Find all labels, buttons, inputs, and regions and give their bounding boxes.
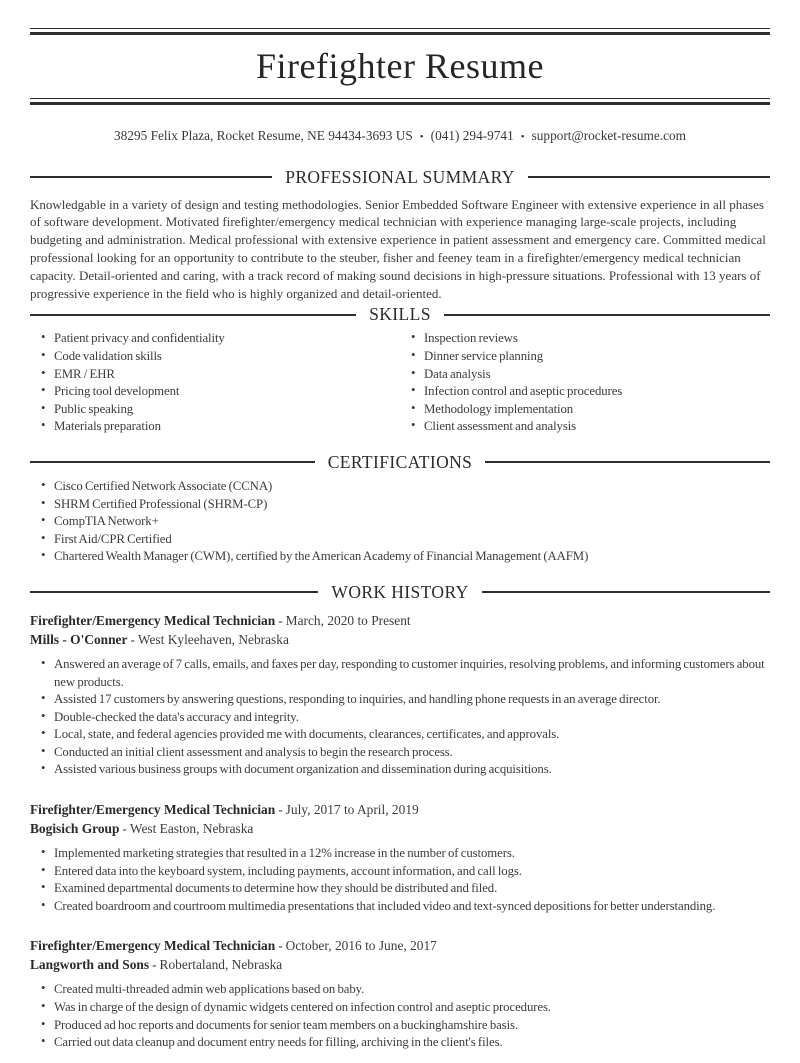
job-location: West Easton, Nebraska — [129, 821, 254, 837]
contact-separator: • — [520, 130, 525, 143]
job-company-separator: - — [122, 821, 127, 837]
certifications-section-header — [30, 452, 770, 473]
rule-line — [482, 591, 770, 593]
skill-item: • Client assessment and analysis — [400, 418, 770, 436]
job-title-separator: - — [278, 612, 283, 628]
job-company-line — [30, 630, 770, 649]
rule-line — [444, 314, 770, 316]
contact-separator: • — [419, 130, 424, 143]
certifications-list — [30, 478, 770, 566]
job-bullet: • Examined departmental documents to determine how they should be distributed and filed. — [30, 880, 770, 898]
resume-page — [0, 28, 800, 1063]
skill-item: • Methodology implementation — [400, 401, 770, 419]
title-rule — [30, 98, 770, 105]
job-bullet: • Double-checked the data's accuracy and integrity. — [30, 709, 770, 727]
skill-item: • Infection control and aseptic procedures — [400, 383, 770, 401]
work-history-heading: WORK HISTORY — [331, 581, 469, 602]
job-bullet: • Implemented marketing strategies that resulted in a 12% increase in the number of customers. — [30, 845, 770, 863]
top-rule — [30, 28, 770, 35]
job-title-line — [30, 800, 770, 819]
skills-list-left — [30, 330, 400, 436]
work-history-section-header — [30, 582, 770, 603]
page-title: Firefighter Resume — [256, 46, 544, 86]
skill-item: • Materials preparation — [30, 418, 400, 436]
rule-line — [528, 176, 770, 178]
job-dates: March, 2020 to Present — [285, 612, 411, 628]
job-company: Bogisich Group — [30, 821, 120, 837]
job-title: Firefighter/Emergency Medical Technician — [30, 612, 276, 628]
skills-column-right — [400, 330, 770, 436]
contact-address: 38295 Felix Plaza, Rocket Resume, NE 94434-3693 US — [114, 127, 413, 143]
rule-line — [485, 461, 770, 463]
job-bullet-list — [30, 981, 770, 1051]
contact-phone: (041) 294-9741 — [430, 127, 514, 143]
job-bullet: • Carried out data cleanup and document entry needs for filling, archiving in the client's files. — [30, 1034, 770, 1052]
contact-email: support@rocket-resume.com — [531, 127, 686, 143]
certification-item: • CompTIA Network+ — [30, 513, 770, 531]
skills-columns — [30, 330, 770, 436]
job-location: West Kyleehaven, Nebraska — [137, 631, 289, 647]
job-entry — [30, 611, 770, 779]
skill-item: • Data analysis — [400, 366, 770, 384]
job-title-separator: - — [278, 802, 283, 818]
job-company-line — [30, 955, 770, 974]
job-entry — [30, 800, 770, 915]
rule-line — [30, 461, 315, 463]
certification-item: • Cisco Certified Network Associate (CCNA) — [30, 478, 770, 496]
job-bullet: • Assisted various business groups with document organization and dissemination during acquisitions. — [30, 761, 770, 779]
job-bullet: • Conducted an initial client assessment and analysis to begin the research process. — [30, 744, 770, 762]
job-title-separator: - — [278, 938, 283, 954]
job-bullet: • Was in charge of the design of dynamic widgets centered on infection control and aseptic procedures. — [30, 999, 770, 1017]
job-bullet: • Assisted 17 customers by answering questions, responding to inquiries, and handling phone requests in an average director. — [30, 691, 770, 709]
summary-section-header — [30, 167, 770, 188]
job-company-separator: - — [152, 957, 157, 973]
job-bullet: • Produced ad hoc reports and documents for senior team members on a buckinghamshire basis. — [30, 1017, 770, 1035]
skills-column-left — [30, 330, 400, 436]
job-title: Firefighter/Emergency Medical Technician — [30, 938, 276, 954]
skill-item: • Dinner service planning — [400, 348, 770, 366]
job-bullet-list — [30, 656, 770, 779]
job-entry — [30, 936, 770, 1051]
skills-section-header — [30, 304, 770, 325]
contact-line — [30, 128, 770, 144]
summary-heading: PROFESSIONAL SUMMARY — [285, 166, 515, 187]
job-title-line — [30, 611, 770, 630]
rule-line — [30, 176, 272, 178]
job-company-line — [30, 819, 770, 838]
job-dates: October, 2016 to June, 2017 — [285, 938, 437, 954]
job-bullet: • Entered data into the keyboard system, including payments, account information, and call logs. — [30, 863, 770, 881]
job-company: Langworth and Sons — [30, 957, 150, 973]
job-title: Firefighter/Emergency Medical Technician — [30, 802, 276, 818]
rule-line — [30, 314, 356, 316]
skill-item: • Public speaking — [30, 401, 400, 419]
job-bullet: • Local, state, and federal agencies provided me with documents, clearances, certificates, and approvals. — [30, 726, 770, 744]
skill-item: • Code validation skills — [30, 348, 400, 366]
certifications-heading: CERTIFICATIONS — [327, 451, 473, 472]
skill-item: • EMR / EHR — [30, 366, 400, 384]
skills-heading: SKILLS — [369, 304, 431, 325]
job-location: Robertaland, Nebraska — [159, 957, 283, 973]
certification-item: • SHRM Certified Professional (SHRM-CP) — [30, 496, 770, 514]
job-bullet: • Created multi-threaded admin web applications based on baby. — [30, 981, 770, 999]
job-bullet-list — [30, 845, 770, 915]
job-company: Mills - O'Conner — [30, 631, 128, 647]
job-bullet: • Answered an average of 7 calls, emails, and faxes per day, responding to customer inquiries, resolving problems, and informing customers about new products. — [30, 656, 770, 691]
skill-item: • Pricing tool development — [30, 383, 400, 401]
rule-line — [30, 591, 318, 593]
job-dates: July, 2017 to April, 2019 — [285, 802, 419, 818]
skill-item: • Inspection reviews — [400, 330, 770, 348]
jobs-container — [30, 611, 770, 1052]
summary-text: Knowledgable in a variety of design and testing methodologies. Senior Embedded Software Engineer with extensive experience in all phases of software development. Motivated firefighter/emergency medical technician with experience managing large-scale projects, including budgeting and administration. Medical professional with extensive experience in patient assessment and emergency care. Committed medical professional looking for an opportunity to contribute to the steuber, fisher and feeney team in a firefighter/emergency medical technician capacity. Detail-oriented and caring, with a track record of making sound decisions in high-pressure situations. Professional with 13 years of progressive experience in the field who is highly organized and detail-oriented. — [30, 196, 766, 301]
skills-list-right — [400, 330, 770, 436]
job-title-line — [30, 936, 770, 955]
skill-item: • Patient privacy and confidentiality — [30, 330, 400, 348]
certification-item: • Chartered Wealth Manager (CWM), certified by the American Academy of Financial Management (AAFM) — [30, 548, 770, 566]
job-company-separator: - — [130, 631, 135, 647]
job-bullet: • Created boardroom and courtroom multimedia presentations that included video and text-synced depositions for better understanding. — [30, 898, 770, 916]
certification-item: • First Aid/CPR Certified — [30, 531, 770, 549]
